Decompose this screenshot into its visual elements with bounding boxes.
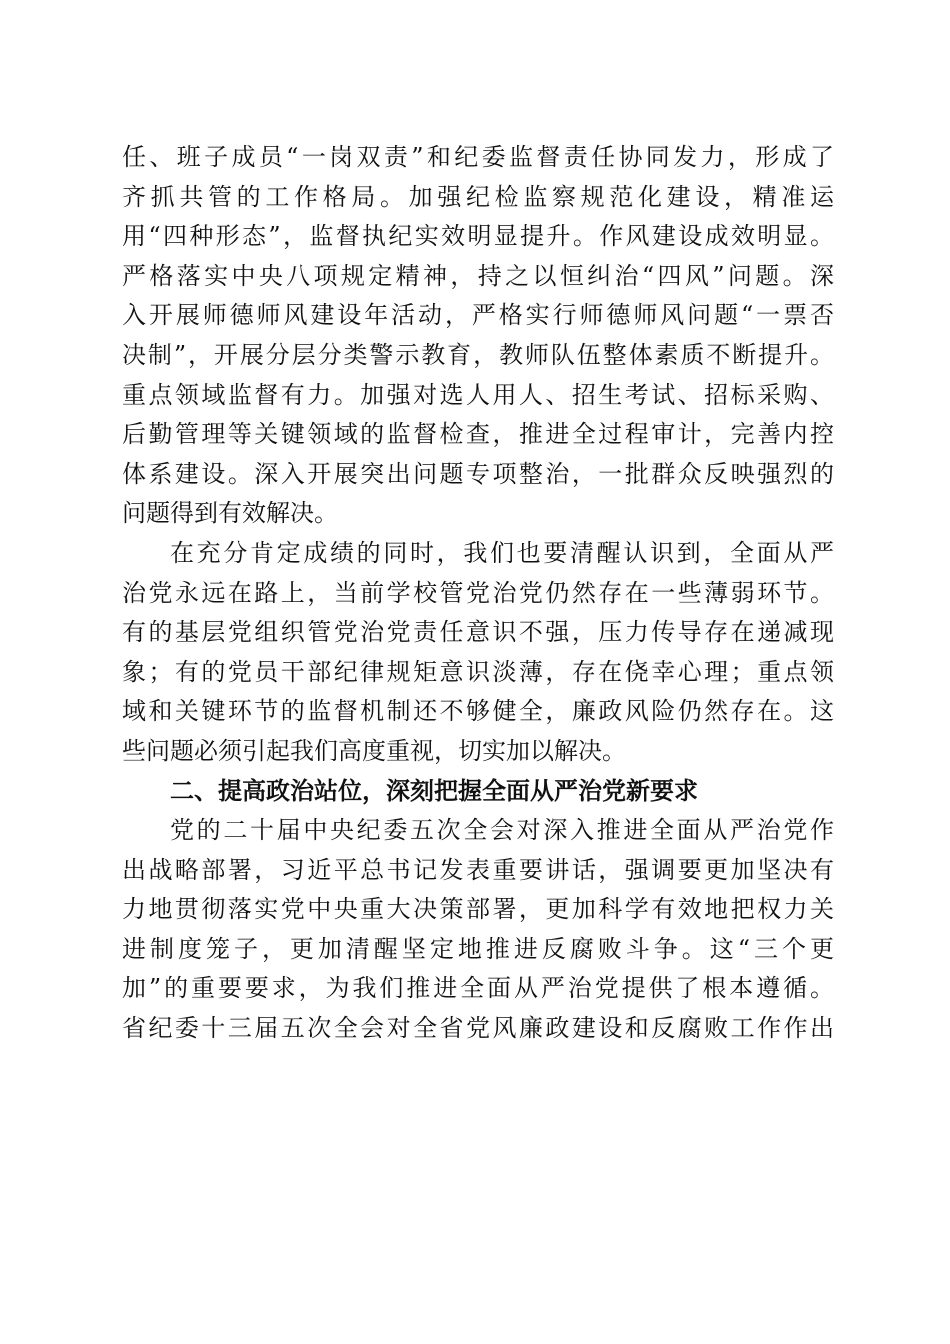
text-line: 任、班子成员“一岗双责”和纪委监督责任协同发力，形成了 <box>122 143 834 171</box>
text-line: 进制度笼子，更加清醒坚定地推进反腐败斗争。这“三个更 <box>122 934 834 963</box>
text-line: 加”的重要要求，为我们推进全面从严治党提供了根本遵循。 <box>122 974 834 1003</box>
text-line: 有的基层党组织管党治党责任意识不强，压力传导存在递减现 <box>122 618 834 647</box>
text-line: 问题得到有效解决。 <box>122 499 338 528</box>
text-line: 域和关键环节的监督机制还不够健全，廉政风险仍然存在。这 <box>122 697 834 726</box>
text-line: 后勤管理等关键领域的监督检查，推进全过程审计，完善内控 <box>122 420 834 449</box>
text-line: 用“四种形态”，监督执纪实效明显提升。作风建设成效明显。 <box>122 222 834 251</box>
document-body <box>122 138 834 1049</box>
text-line: 些问题必须引起我们高度重视，切实加以解决。 <box>122 736 626 765</box>
text-line: 齐抓共管的工作格局。加强纪检监察规范化建设，精准运 <box>122 182 834 211</box>
text-line: 体系建设。深入开展突出问题专项整治，一批群众反映强烈的 <box>122 459 834 488</box>
text-line: 党的二十届中央纪委五次全会对深入推进全面从严治党作 <box>170 816 834 845</box>
text-line: 严格落实中央八项规定精神，持之以恒纠治“四风”问题。深 <box>122 261 834 290</box>
text-line: 象；有的党员干部纪律规矩意识淡薄，存在侥幸心理；重点领 <box>122 657 834 686</box>
text-line: 出战略部署，习近平总书记发表重要讲话，强调要更加坚决有 <box>122 855 834 884</box>
text-line: 在充分肯定成绩的同时，我们也要清醒认识到，全面从严 <box>170 538 834 567</box>
text-line: 决制”，开展分层分类警示教育，教师队伍整体素质不断提升。 <box>122 340 834 369</box>
text-line: 省纪委十三届五次全会对全省党风廉政建设和反腐败工作作出 <box>122 1014 834 1043</box>
text-line: 重点领域监督有力。加强对选人用人、招生考试、招标采购、 <box>122 380 834 409</box>
section-heading: 二、提高政治站位，深刻把握全面从严治党新要求 <box>170 776 698 805</box>
text-line: 力地贯彻落实党中央重大决策部署，更加科学有效地把权力关 <box>122 895 834 924</box>
text-line: 治党永远在路上，当前学校管党治党仍然存在一些薄弱环节。 <box>122 578 834 607</box>
text-line: 入开展师德师风建设年活动，严格实行师德师风问题“一票否 <box>122 301 834 330</box>
